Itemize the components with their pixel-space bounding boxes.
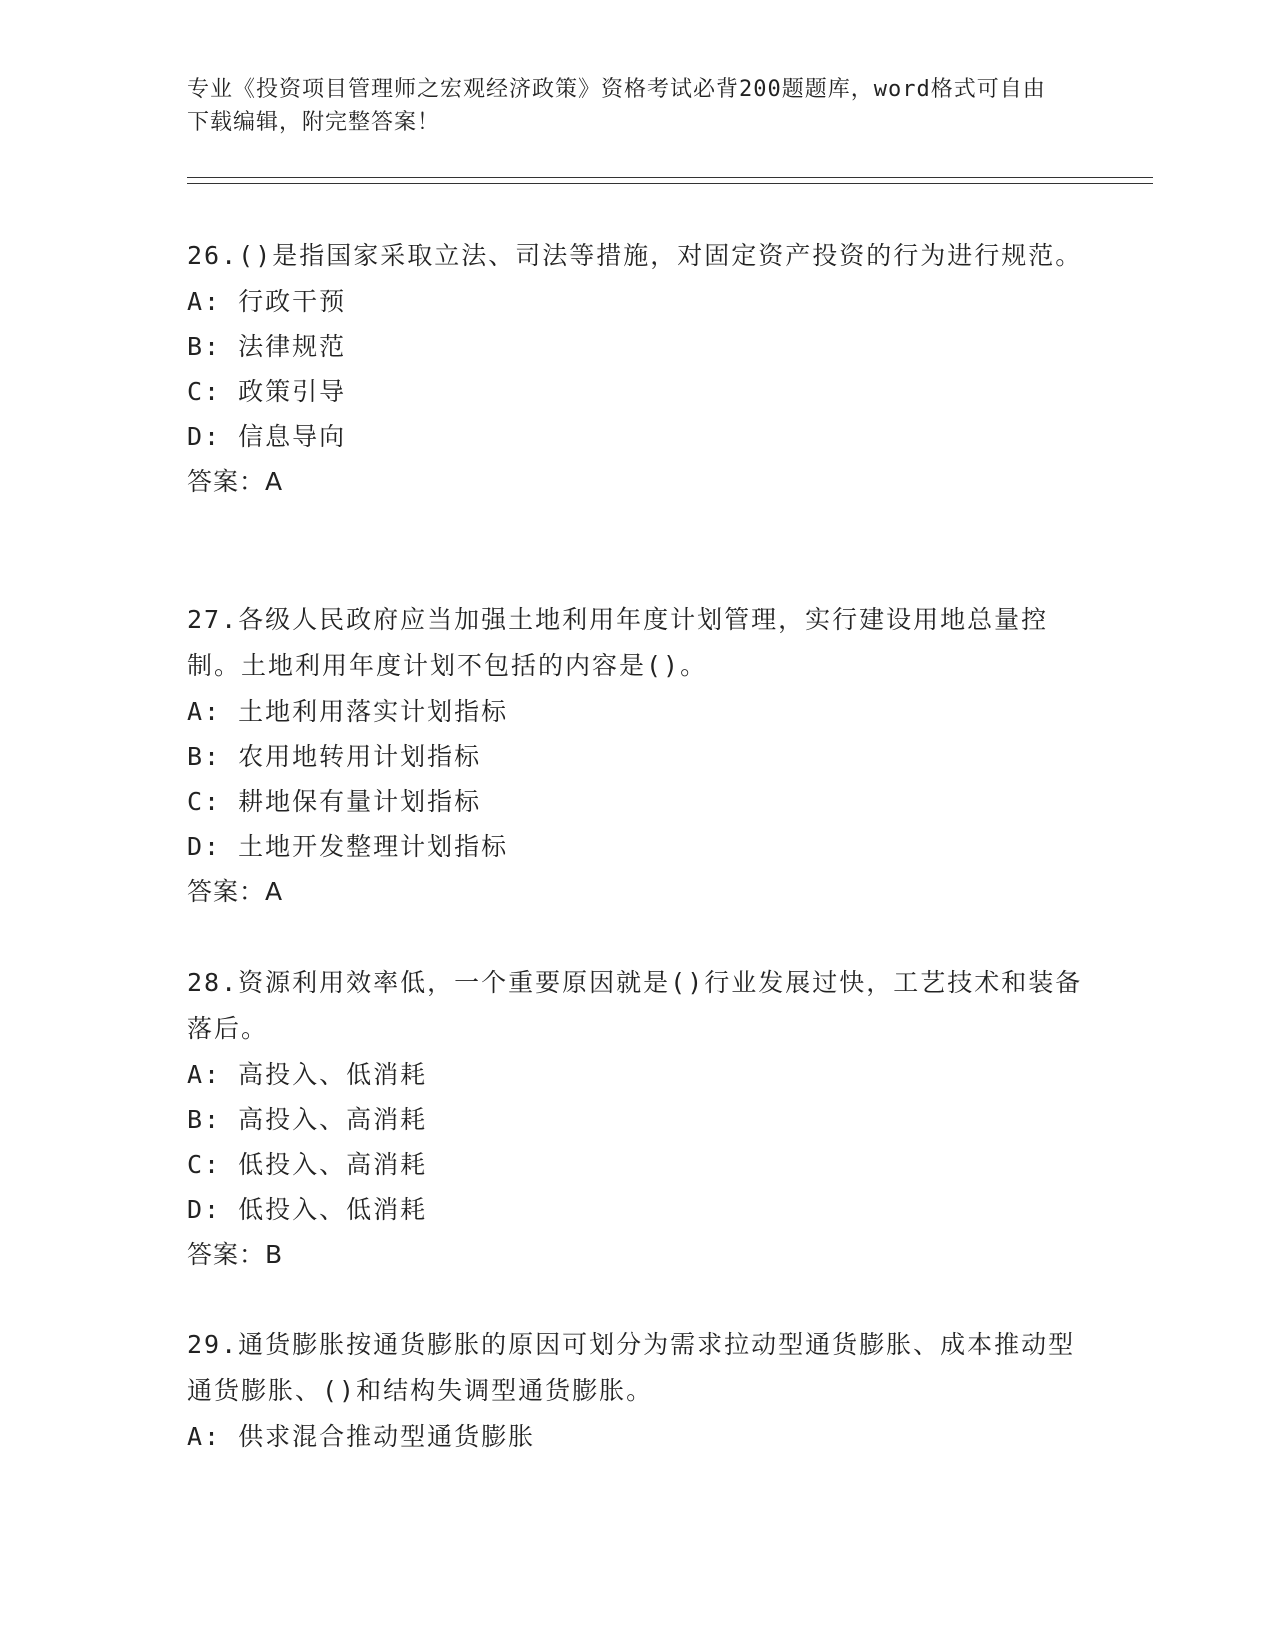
answer: 答案：A bbox=[187, 467, 284, 496]
option-c: C: 低投入、高消耗 bbox=[187, 1150, 428, 1179]
question-stem: 29.通货膨胀按通货膨胀的原因可划分为需求拉动型通货膨胀、成本推动型通货膨胀、()和结构失调型通货膨胀。 bbox=[187, 1330, 1076, 1405]
question-stem: 27.各级人民政府应当加强土地利用年度计划管理，实行建设用地总量控制。土地利用年度计划不包括的内容是()。 bbox=[187, 605, 1049, 680]
question-stem: 28.资源利用效率低，一个重要原因就是()行业发展过快，工艺技术和装备落后。 bbox=[187, 968, 1083, 1043]
document-header: 专业《投资项目管理师之宏观经济政策》资格考试必背200题题库，word格式可自由下载编辑，附完整答案！ bbox=[187, 77, 1046, 135]
option-b: B: 农用地转用计划指标 bbox=[187, 742, 482, 771]
question-27 bbox=[187, 597, 1087, 914]
header-divider-top bbox=[187, 177, 1153, 178]
option-d: D: 低投入、低消耗 bbox=[187, 1195, 428, 1224]
question-28 bbox=[187, 960, 1087, 1277]
option-a: A: 行政干预 bbox=[187, 287, 347, 316]
option-c: C: 耕地保有量计划指标 bbox=[187, 787, 482, 816]
header-divider-bottom bbox=[187, 183, 1153, 184]
option-d: D: 土地开发整理计划指标 bbox=[187, 832, 509, 861]
option-a: A: 土地利用落实计划指标 bbox=[187, 697, 509, 726]
option-a: A: 高投入、低消耗 bbox=[187, 1060, 428, 1089]
question-26 bbox=[187, 233, 1087, 504]
question-stem: 26.()是指国家采取立法、司法等措施，对固定资产投资的行为进行规范。 bbox=[187, 241, 1083, 270]
answer: 答案：B bbox=[187, 1240, 284, 1269]
option-a: A: 供求混合推动型通货膨胀 bbox=[187, 1422, 536, 1451]
option-b: B: 高投入、高消耗 bbox=[187, 1105, 428, 1134]
option-c: C: 政策引导 bbox=[187, 377, 347, 406]
option-d: D: 信息导向 bbox=[187, 422, 347, 451]
question-29 bbox=[187, 1322, 1087, 1459]
answer: 答案：A bbox=[187, 877, 284, 906]
option-b: B: 法律规范 bbox=[187, 332, 347, 361]
